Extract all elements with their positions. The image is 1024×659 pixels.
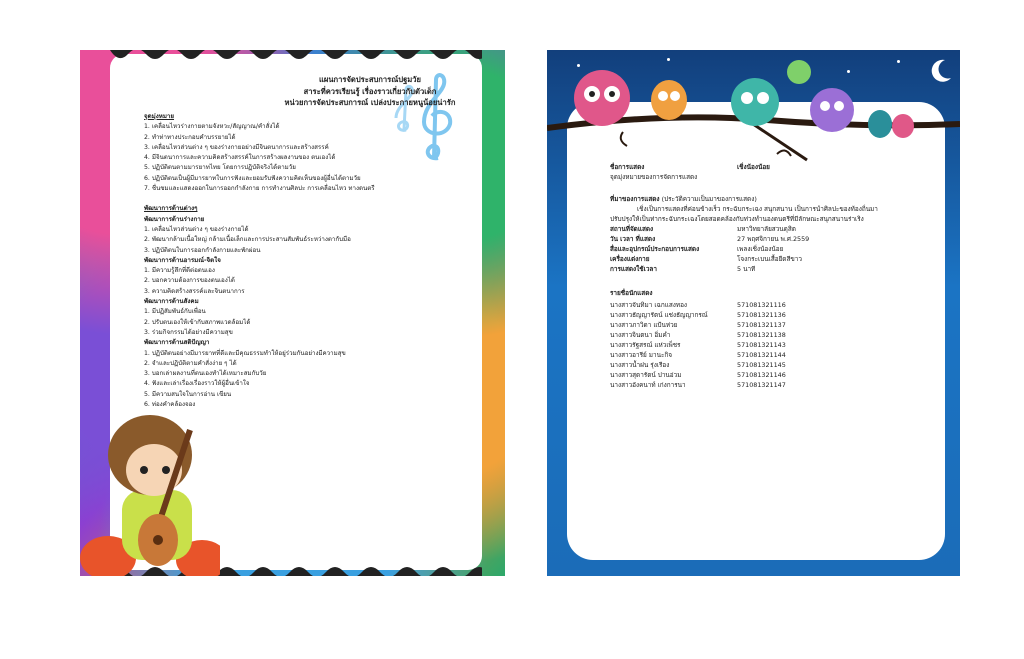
objective-item: 1. เคลื่อนไหวร่างกายตามจังหวะ/สัญญาณ/คำสั่งได้ <box>144 123 280 131</box>
title-line-1: แผนการจัดประสบการณ์ปฐมวัย <box>318 75 421 84</box>
date-label: วัน เวลา ที่แสดง <box>610 235 656 243</box>
objective-item: 6. ปฏิบัติตนเป็นผู้มีมารยาทในการฟังและยอมรับฟังความคิดเห็นของผู้อื่นได้ตามวัย <box>144 174 361 182</box>
performer-name: นางสาวจันทิมา เฉกแสงทอง <box>610 301 688 309</box>
child-guitar-illustration <box>80 390 220 576</box>
duration-label: การแสดงใช้เวลา <box>610 265 657 273</box>
section-heading: พัฒนาการด้านสังคม <box>144 298 199 306</box>
lesson-plan-page <box>80 50 505 576</box>
section-item: 1. มีความรู้สึกที่ดีต่อตนเอง <box>144 267 215 275</box>
performer-id: 571081321145 <box>737 361 786 369</box>
performer-id: 571081321143 <box>737 341 786 349</box>
duration-value: 5 นาที <box>737 265 756 273</box>
objectives-heading: จุดมุ่งหมาย <box>144 113 175 120</box>
performer-id: 571081321146 <box>737 371 786 379</box>
section-heading: พัฒนาการด้านอารมณ์-จิตใจ <box>144 256 221 264</box>
section-item: 5. มีความสนใจในการอ่าน เขียน <box>144 390 232 398</box>
development-heading: พัฒนาการด้านต่างๆ <box>144 205 198 213</box>
objective-label: จุดมุ่งหมายของการจัดการแสดง <box>610 173 698 181</box>
section-item: 2. จำและปฏิบัติตามคำสั่งง่าย ๆ ได้ <box>144 359 237 367</box>
performer-name: นางสาวภาวิดา แป้นห่วย <box>610 321 678 329</box>
objective-item: 5. ปฏิบัติตนตามมารยาทไทย โดยการปฏิบัติจริงได้ตามวัย <box>144 164 296 172</box>
performer-name: นางสาวสุดารัตน์ ปานอ่วม <box>610 371 682 379</box>
show-name-label: ชื่อการแสดง <box>610 163 645 171</box>
objective-item: 3. เคลื่อนไหวส่วนต่าง ๆ ของร่างกายอย่างมีจินตนาการและสร้างสรรค์ <box>144 143 329 151</box>
performer-name: นางสาวจินตนา อิ่มคำ <box>610 331 671 339</box>
plan-title <box>170 74 505 109</box>
wave-border-top <box>110 50 482 60</box>
section-heading: พัฒนาการด้านสติปัญญา <box>144 339 210 347</box>
owls-on-branch-illustration <box>547 50 960 170</box>
performer-id: 571081321138 <box>737 331 786 339</box>
date-value: 27 พฤศจิกายน พ.ศ.2559 <box>737 235 810 243</box>
section-item: 3. ร่วมกิจกรรมได้อย่างมีความสุข <box>144 328 233 336</box>
section-heading: พัฒนาการด้านร่างกาย <box>144 215 205 223</box>
section-item: 2. บอกความต้องการของตนเองได้ <box>144 277 235 285</box>
performer-id: 571081321136 <box>737 311 786 319</box>
show-name-value: เชิ่งน้องน้อย <box>737 163 770 171</box>
performer-name: นางสาวธัญญารัตน์ แช่งธัญญากรณ์ <box>610 311 708 319</box>
origin-text-line-1: เชิ่งเป็นการแสดงที่ค่อนข้างเร็ว กระฉับกระเฉง สนุกสนาน เป็นการนำศิลปะของท้องถิ่นมา <box>637 205 878 213</box>
performer-id: 571081321144 <box>737 351 786 359</box>
performer-name: นางสาวอังคนาท์ เก่งการนา <box>610 381 686 389</box>
section-item: 1. มีปฏิสัมพันธ์กับเพื่อน <box>144 308 206 316</box>
costume-value: โจงกระเบนเสื้อยืดสีขาว <box>737 255 802 263</box>
performer-id: 571081321116 <box>737 301 786 309</box>
plan-body <box>144 112 464 410</box>
performer-name: นางสาวรัฐสรณ์ แห่วเพ็ชร <box>610 341 681 349</box>
performers-heading: รายชื่อนักแสดง <box>610 289 653 297</box>
section-item: 1. เคลื่อนไหวส่วนต่าง ๆ ของร่างกายได้ <box>144 225 249 233</box>
section-item: 3. ความคิดสร้างสรรค์และจินตนาการ <box>144 287 245 295</box>
section-item: 2. ปรับตนเองให้เข้ากับสภาพแวดล้อมได้ <box>144 318 251 326</box>
performer-id: 571081321137 <box>737 321 786 329</box>
section-item: 1. ปฏิบัติตนอย่างมีมารยาทที่ดีและมีคุณธรรมทำให้อยู่ร่วมกันอย่างมีความสุข <box>144 349 346 357</box>
performer-name: นางสาวอารีย์ มานะกิจ <box>610 351 673 359</box>
media-label: สื่อและอุปกรณ์ประกอบการแสดง <box>610 245 700 253</box>
origin-text-line-2: ปรับปรุงให้เป็นท่ากระฉับกระเฉงโดยสอดคล้องกับท่วงทำนองดนตรีที่มีลักษณะสนุกสนานร่าเริง <box>610 215 864 223</box>
section-item: 6. ท่องคำคล้องจอง <box>144 401 196 409</box>
origin-label: ที่มาของการแสดง <box>610 195 660 203</box>
performer-id: 571081321147 <box>737 381 786 389</box>
media-value: เพลงเชิ่งน้องน้อย <box>737 245 784 253</box>
section-item: 3. ปฏิบัติตนในการออกกำลังกายและพักผ่อน <box>144 246 261 254</box>
performer-name: นางสาวน้ำฝน รุ่งเรือง <box>610 361 670 369</box>
origin-note: (ประวัติความเป็นมาของการแสดง) <box>661 195 757 203</box>
section-item: 3. บอกเล่าผลงานที่ตนเองทำได้เหมาะสมกับวัย <box>144 370 267 378</box>
title-line-2: สาระที่ควรเรียนรู้ เรื่องราวเกี่ยวกับตัวเด็ก <box>303 86 437 96</box>
venue-label: สถานที่จัดแสดง <box>610 225 654 233</box>
objective-item: 4. มีจินตนาการและความคิดสร้างสรรค์ในการสร้างผลงานของ ตนเองได้ <box>144 154 336 162</box>
origin-line <box>610 194 757 204</box>
objective-item: 7. ชื่นชมและแสดงออกในการออกกำลังกาย การทำงานศิลปะ การเคลื่อนไหว ทางดนตรี <box>144 185 375 193</box>
venue-value: มหาวิทยาลัยสวนดุสิต <box>737 225 796 233</box>
costume-label: เครื่องแต่งกาย <box>610 255 650 263</box>
section-item: 2. พัฒนากล้ามเนื้อใหญ่ กล้ามเนื้อเล็กและการประสานสัมพันธ์ระหว่างตากับมือ <box>144 236 351 244</box>
performance-page <box>547 50 960 576</box>
objective-item: 2. ทำท่าทางประกอบคำบรรยายได้ <box>144 133 236 141</box>
section-item: 4. ฟังและเล่าเรื่องเรื่องราวให้ผู้อื่นเข้าใจ <box>144 380 250 388</box>
title-line-3: หน่วยการจัดประสบการณ์ เปล่งประกายหนูน้อยน่ารัก <box>284 98 456 107</box>
